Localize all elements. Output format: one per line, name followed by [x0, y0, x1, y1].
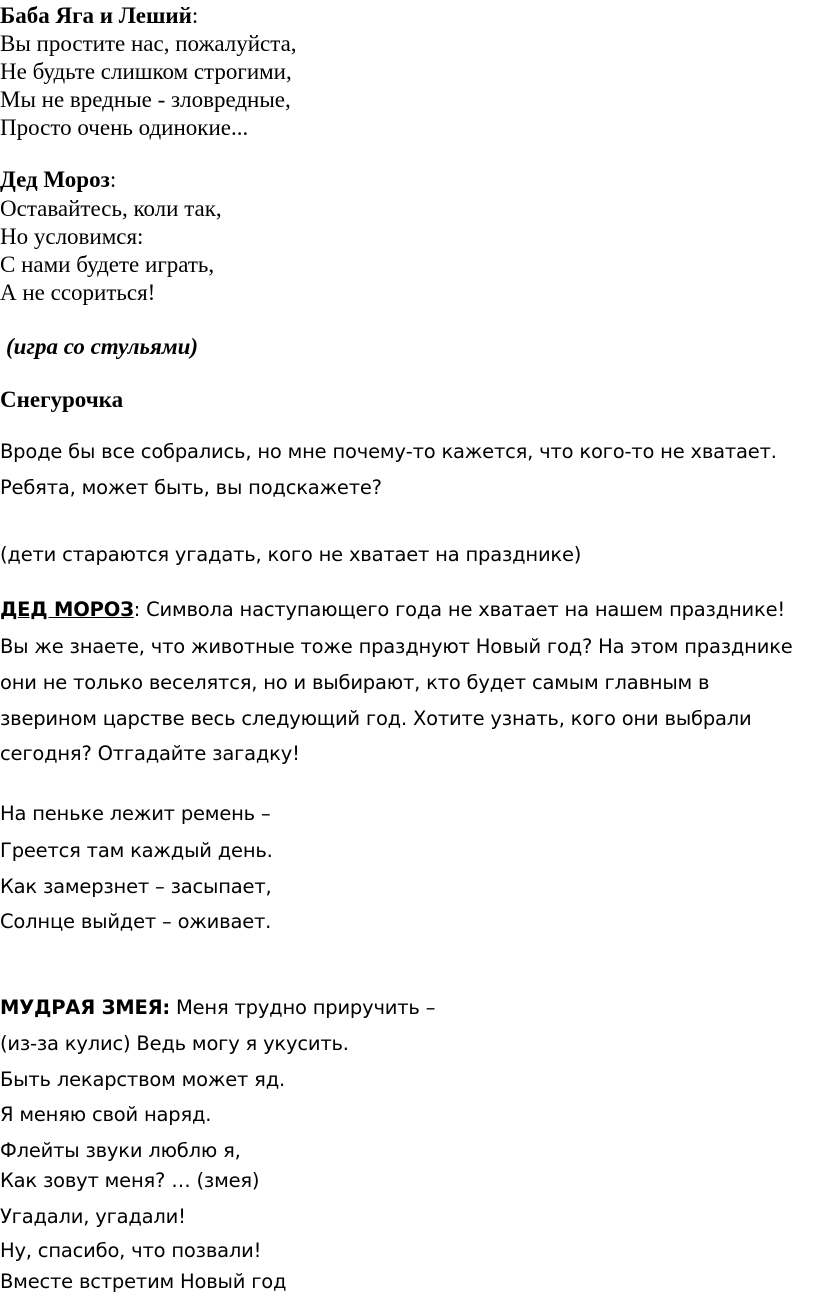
verse-line: А не ссориться! — [0, 280, 156, 305]
snake-speech-first — [0, 990, 435, 1026]
verse-line: Угадали, угадали! — [0, 1205, 186, 1228]
paragraph-line: Ребята, может быть, вы подскажете? — [0, 476, 382, 499]
verse-line: Быть лекарством может яд. — [0, 1068, 285, 1091]
speaker-heading-snegurochka: Снегурочка — [0, 387, 124, 412]
speaker-name: МУДРАЯ ЗМЕЯ: — [0, 996, 170, 1019]
speaker-heading-baba-yaga — [0, 2, 198, 30]
verse-line: Вместе встретим Новый год — [0, 1270, 287, 1293]
ded-moroz-speech-first — [0, 592, 785, 628]
riddle-line: Греется там каждый день. — [0, 839, 273, 862]
verse-line: Как зовут меня? … (змея) — [0, 1169, 260, 1192]
paragraph-line: зверином царстве весь следующий год. Хотите узнать, кого они выбрали — [0, 707, 752, 730]
verse-line: Флейты звуки люблю я, — [0, 1139, 241, 1162]
speaker-colon: : — [109, 167, 117, 192]
paragraph-line: они не только веселятся, но и выбирают, кто будет самым главным в — [0, 671, 710, 694]
speaker-colon: : — [191, 3, 199, 28]
verse-line: Вы простите нас, пожалуйста, — [0, 31, 297, 56]
paragraph-line: Вроде бы все собрались, но мне почему-то кажется, что кого-то не хватает. — [0, 440, 777, 463]
riddle-line: Солнце выйдет – оживает. — [0, 910, 272, 933]
stage-direction: (игра со стульями) — [6, 334, 199, 359]
paragraph-line: Вы же знаете, что животные тоже празднуют Новый год? На этом празднике — [0, 635, 793, 658]
speech-text: Меня трудно приручить – — [170, 996, 436, 1019]
stage-direction: (дети стараются угадать, кого не хватает на празднике) — [0, 543, 582, 566]
verse-line: Ну, спасибо, что позвали! — [0, 1239, 262, 1262]
verse-line: Просто очень одинокие... — [0, 115, 249, 140]
verse-line: Я меняю свой наряд. — [0, 1103, 212, 1126]
speaker-name: Дед Мороз — [0, 167, 110, 192]
riddle-line: На пеньке лежит ремень – — [0, 802, 271, 825]
speaker-name: Баба Яга и Леший — [0, 3, 192, 28]
speaker-heading-ded-moroz — [0, 166, 116, 194]
verse-line: Мы не вредные - зловредные, — [0, 87, 291, 112]
verse-line: Не будьте слишком строгими, — [0, 59, 292, 84]
riddle-line: Как замерзнет – засыпает, — [0, 875, 272, 898]
speaker-name: ДЕД МОРОЗ — [0, 598, 134, 621]
verse-line: (из-за кулис) Ведь могу я укусить. — [0, 1032, 349, 1055]
paragraph-line: сегодня? Отгадайте загадку! — [0, 742, 300, 765]
verse-line: Оставайтесь, коли так, — [0, 196, 222, 221]
verse-line: С нами будете играть, — [0, 252, 215, 277]
verse-line: Но условимся: — [0, 224, 144, 249]
speech-text: : Символа наступающего года не хватает на нашем празднике! — [133, 598, 786, 621]
